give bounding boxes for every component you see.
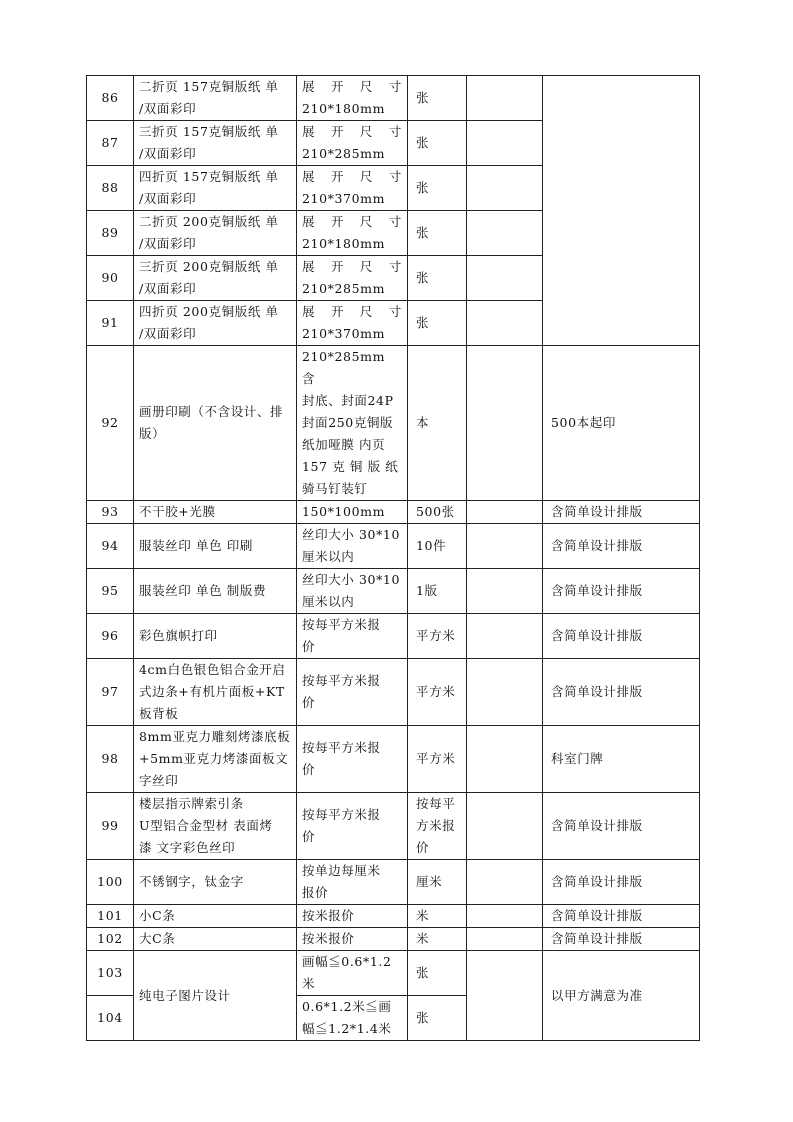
table-row [87, 524, 700, 569]
item-number: 92 [87, 346, 134, 501]
item-name-line: /双面彩印 [139, 191, 197, 206]
item-number: 97 [87, 659, 134, 726]
item-unit: 1版 [408, 569, 467, 614]
item-number: 103 [87, 951, 134, 996]
item-unit: 厘米 [408, 860, 467, 905]
item-number: 102 [87, 928, 134, 951]
item-name-line: 四折页 200克铜版纸 单 [139, 304, 279, 319]
item-unit: 米 [408, 928, 467, 951]
item-price [467, 928, 543, 951]
item-spec-line: 按单边每厘米 [302, 863, 381, 878]
item-spec-line: 按每平方米报 [302, 807, 381, 822]
item-spec [297, 905, 408, 928]
item-name [134, 726, 297, 793]
item-price [467, 301, 543, 346]
item-unit: 张 [408, 951, 467, 996]
item-unit [408, 793, 467, 860]
table-row [87, 905, 700, 928]
item-spec-line: 按米报价 [302, 931, 355, 946]
item-spec-line: 厘米以内 [302, 594, 355, 609]
item-name-line: 板背板 [139, 706, 179, 721]
item-spec [297, 569, 408, 614]
item-name-line: 服装丝印 单色 制版费 [139, 583, 267, 598]
table-row [87, 76, 700, 121]
item-spec-line: 画幅≦0.6*1.2 [302, 954, 392, 969]
item-number: 98 [87, 726, 134, 793]
item-unit: 500张 [408, 501, 467, 524]
item-number: 89 [87, 211, 134, 256]
item-unit: 张 [408, 166, 467, 211]
table-row [87, 501, 700, 524]
table-row [87, 951, 700, 996]
item-name-line: +5mm亚克力烤漆面板文 [139, 751, 289, 766]
item-name [134, 860, 297, 905]
item-spec-line: 价 [302, 639, 316, 654]
item-name-line: 四折页 157克铜版纸 单 [139, 169, 279, 184]
item-unit: 平方米 [408, 659, 467, 726]
item-spec-line: 封面250克铜版 [302, 415, 394, 430]
item-name-line: 二折页 200克铜版纸 单 [139, 214, 279, 229]
item-number: 86 [87, 76, 134, 121]
item-unit: 张 [408, 121, 467, 166]
item-unit: 张 [408, 256, 467, 301]
item-name-line: 字丝印 [139, 773, 179, 788]
item-spec-line: 展 开 尺 寸 [302, 214, 402, 229]
item-spec-line: 骑马钉装钉 [302, 481, 368, 496]
item-price [467, 905, 543, 928]
item-price [467, 726, 543, 793]
item-name-line: /双面彩印 [139, 101, 197, 116]
item-spec-line: 展 开 尺 寸 [302, 259, 402, 274]
item-note: 科室门牌 [543, 726, 700, 793]
table-row [87, 614, 700, 659]
item-spec-line: 厘米以内 [302, 549, 355, 564]
item-name-line: 漆 文字彩色丝印 [139, 840, 236, 855]
item-name-line: /双面彩印 [139, 326, 197, 341]
table-row [87, 569, 700, 614]
item-spec [297, 301, 408, 346]
item-name-line: 画册印刷（不含设计、排 [139, 404, 284, 419]
item-unit: 张 [408, 996, 467, 1041]
item-unit: 张 [408, 301, 467, 346]
item-note: 含简单设计排版 [543, 860, 700, 905]
table-row [87, 860, 700, 905]
item-unit-line: 方米报 [416, 818, 456, 833]
item-name [134, 524, 297, 569]
item-spec [297, 614, 408, 659]
item-unit: 米 [408, 905, 467, 928]
item-spec-line: 米 [302, 976, 316, 991]
item-number: 93 [87, 501, 134, 524]
item-name [134, 659, 297, 726]
item-spec-line: 150*100mm [302, 504, 386, 519]
item-note: 含简单设计排版 [543, 524, 700, 569]
item-name-line: 楼层指示牌索引条 [139, 796, 244, 811]
item-price [467, 569, 543, 614]
item-spec [297, 121, 408, 166]
item-spec-line: 价 [302, 695, 316, 710]
item-name-line: 三折页 157克铜版纸 单 [139, 124, 279, 139]
item-spec-line: 丝印大小 30*10 [302, 572, 401, 587]
item-price [467, 76, 543, 121]
item-spec-line: 幅≦1.2*1.4米 [302, 1021, 392, 1036]
item-spec-line: 按每平方米报 [302, 617, 381, 632]
item-name [134, 211, 297, 256]
item-name-line: 4cm白色银色铝合金开启 [139, 662, 286, 677]
item-spec-line: 纸加哑膜 内页 [302, 437, 386, 452]
item-name [134, 256, 297, 301]
item-unit: 平方米 [408, 726, 467, 793]
item-spec-line: 展 开 尺 寸 [302, 79, 402, 94]
item-name [134, 928, 297, 951]
item-price [467, 524, 543, 569]
item-spec-line: 0.6*1.2米≦画 [302, 999, 392, 1014]
item-number: 91 [87, 301, 134, 346]
item-number: 90 [87, 256, 134, 301]
item-note: 含简单设计排版 [543, 614, 700, 659]
table-body [87, 76, 700, 1041]
item-spec-line: 157 克 铜 版 纸 [302, 459, 399, 474]
item-name [134, 501, 297, 524]
item-name-line: /双面彩印 [139, 281, 197, 296]
item-unit: 张 [408, 211, 467, 256]
item-note: 以甲方满意为准 [543, 951, 700, 1041]
item-spec [297, 726, 408, 793]
item-spec [297, 951, 408, 996]
table-row [87, 793, 700, 860]
item-number: 104 [87, 996, 134, 1041]
item-name-line: 大C条 [139, 931, 176, 946]
item-note: 含简单设计排版 [543, 659, 700, 726]
item-spec-line: 封底、封面24P [302, 393, 394, 408]
item-note: 500本起印 [543, 346, 700, 501]
item-name-line: U型铝合金型材 表面烤 [139, 818, 273, 833]
table-row [87, 928, 700, 951]
table-row [87, 659, 700, 726]
item-price [467, 860, 543, 905]
item-price [467, 166, 543, 211]
item-name [134, 346, 297, 501]
item-price [467, 211, 543, 256]
item-spec-line: 价 [302, 762, 316, 777]
item-name-line: /双面彩印 [139, 146, 197, 161]
item-number: 101 [87, 905, 134, 928]
item-note: 含简单设计排版 [543, 928, 700, 951]
item-price [467, 614, 543, 659]
item-price [467, 659, 543, 726]
item-spec [297, 211, 408, 256]
item-spec [297, 996, 408, 1041]
price-table [86, 75, 700, 1041]
item-spec-line: 按每平方米报 [302, 740, 381, 755]
item-number: 100 [87, 860, 134, 905]
item-name-line: 小C条 [139, 908, 176, 923]
item-note: 含简单设计排版 [543, 905, 700, 928]
item-unit: 10件 [408, 524, 467, 569]
item-spec-line: 丝印大小 30*10 [302, 527, 401, 542]
item-price [467, 793, 543, 860]
item-name [134, 569, 297, 614]
item-spec-line: 210*285mm 含 [302, 349, 386, 386]
item-number: 88 [87, 166, 134, 211]
item-name [134, 301, 297, 346]
item-price [467, 121, 543, 166]
item-unit: 平方米 [408, 614, 467, 659]
item-spec [297, 346, 408, 501]
item-name-line: 式边条+有机片面板+KT [139, 684, 285, 699]
item-price [467, 951, 543, 1041]
item-name-line: 不干胶+光膜 [139, 504, 216, 519]
item-spec-line: 按米报价 [302, 908, 355, 923]
item-spec-line: 210*180mm [302, 101, 386, 116]
item-spec [297, 524, 408, 569]
item-number: 94 [87, 524, 134, 569]
item-spec-line: 展 开 尺 寸 [302, 124, 402, 139]
table-row [87, 346, 700, 501]
item-name [134, 905, 297, 928]
item-spec-line: 按每平方米报 [302, 673, 381, 688]
item-price [467, 256, 543, 301]
item-spec-line: 展 开 尺 寸 [302, 169, 402, 184]
item-spec-line: 210*180mm [302, 236, 386, 251]
item-spec-line: 210*370mm [302, 326, 386, 341]
item-unit: 张 [408, 76, 467, 121]
item-name [134, 121, 297, 166]
item-spec [297, 256, 408, 301]
item-name [134, 614, 297, 659]
item-name [134, 76, 297, 121]
item-spec-line: 报价 [302, 885, 329, 900]
item-note: 含简单设计排版 [543, 569, 700, 614]
item-name-line: 版） [139, 426, 166, 441]
item-name-line: 不锈钢字，钛金字 [139, 874, 244, 889]
item-spec [297, 501, 408, 524]
item-note: 含简单设计排版 [543, 501, 700, 524]
item-name [134, 166, 297, 211]
item-number: 96 [87, 614, 134, 659]
item-number: 87 [87, 121, 134, 166]
item-price [467, 501, 543, 524]
item-spec-line: 210*285mm [302, 146, 386, 161]
item-spec-line: 210*285mm [302, 281, 386, 296]
item-unit-line: 按每平 [416, 796, 456, 811]
item-spec-line: 210*370mm [302, 191, 386, 206]
item-unit-line: 价 [416, 840, 430, 855]
table-row [87, 726, 700, 793]
item-spec-line: 价 [302, 829, 316, 844]
item-name-line: 二折页 157克铜版纸 单 [139, 79, 279, 94]
item-name-line: 三折页 200克铜版纸 单 [139, 259, 279, 274]
item-name-line: /双面彩印 [139, 236, 197, 251]
item-price [467, 346, 543, 501]
item-unit: 本 [408, 346, 467, 501]
item-number: 99 [87, 793, 134, 860]
item-spec [297, 76, 408, 121]
item-spec-line: 展 开 尺 寸 [302, 304, 402, 319]
item-number: 95 [87, 569, 134, 614]
item-name [134, 793, 297, 860]
item-note: 含简单设计排版 [543, 793, 700, 860]
item-spec [297, 793, 408, 860]
item-name-line: 8mm亚克力雕刻烤漆底板 [139, 729, 291, 744]
item-name-line: 彩色旗帜打印 [139, 628, 218, 643]
item-spec [297, 166, 408, 211]
item-name: 纯电子图片设计 [134, 951, 297, 1041]
item-spec [297, 860, 408, 905]
item-spec [297, 928, 408, 951]
item-name-line: 服装丝印 单色 印刷 [139, 538, 253, 553]
item-spec [297, 659, 408, 726]
item-note [543, 76, 700, 346]
